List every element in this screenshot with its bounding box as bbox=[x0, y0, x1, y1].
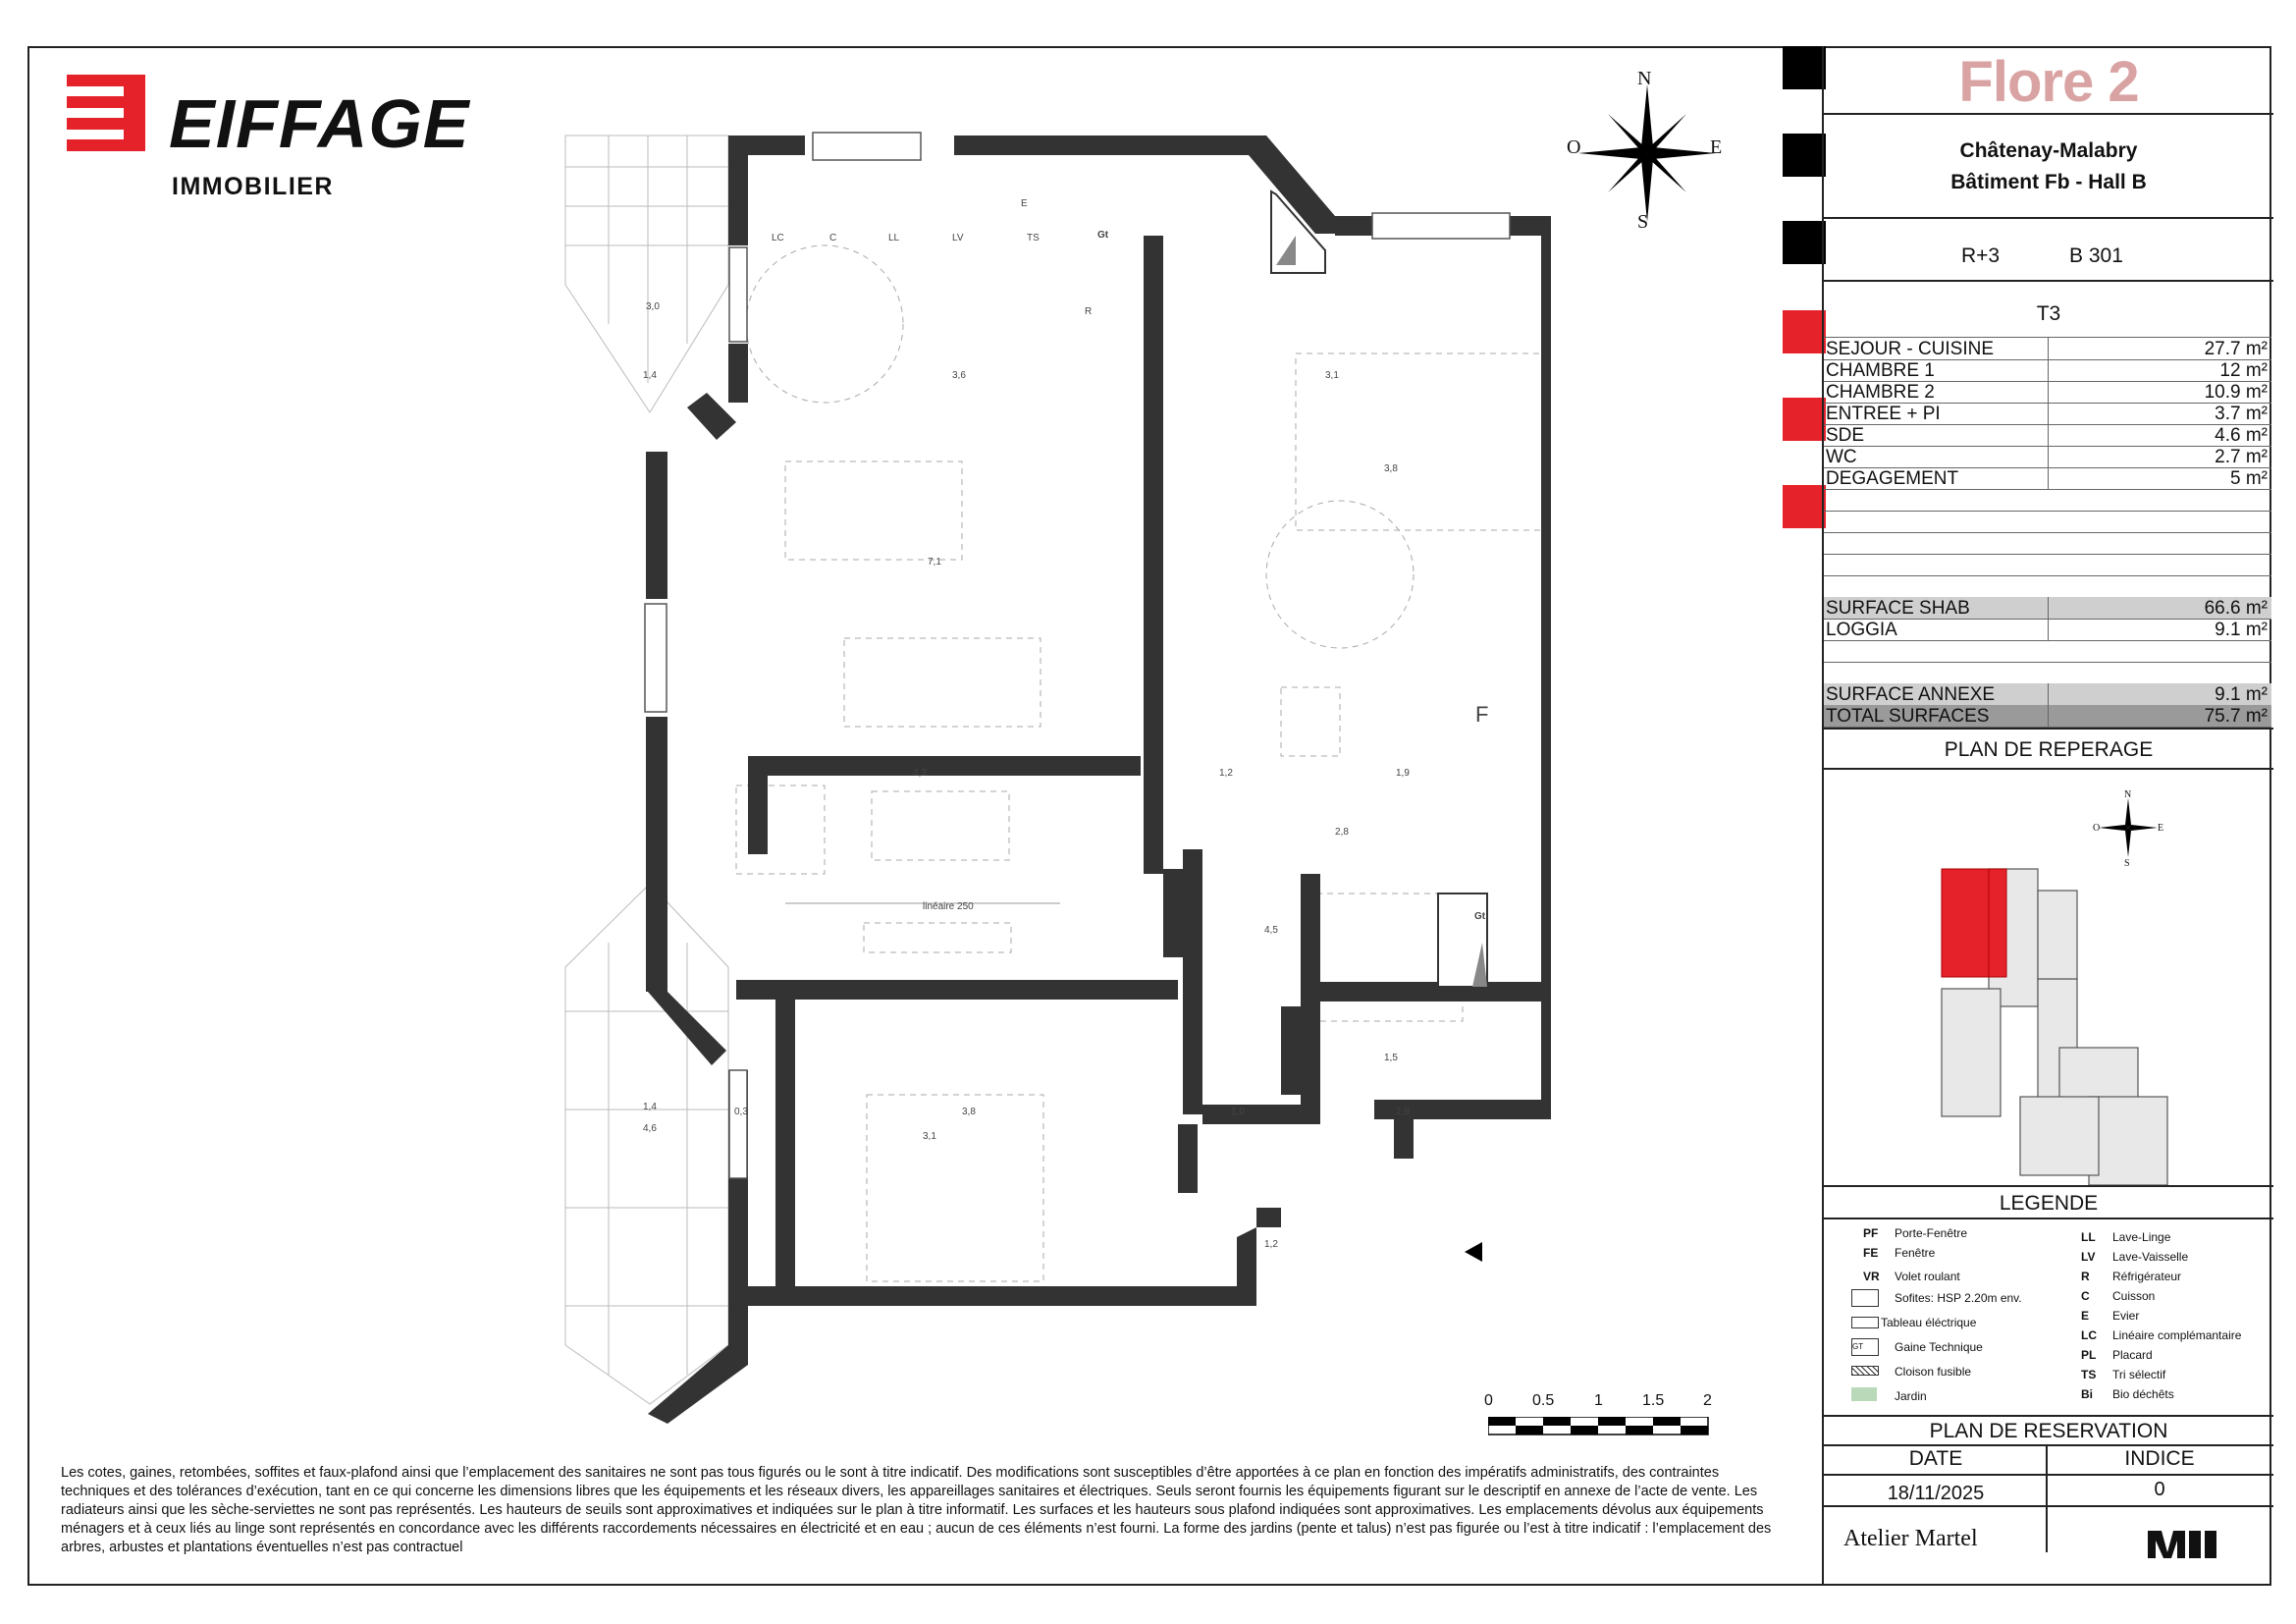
dim-3: 3,1 bbox=[1325, 370, 1339, 381]
project-city: Châtenay-Malabry bbox=[1959, 139, 2138, 162]
surfaces-table bbox=[1824, 337, 2271, 727]
legend-label: Tableau éléctrique bbox=[1881, 1316, 1977, 1329]
reservation-date: 18/11/2025 bbox=[1887, 1483, 1985, 1504]
plan-label-gt1: Gt bbox=[1097, 230, 1109, 241]
legend-code: C bbox=[2081, 1289, 2090, 1303]
scale-bar bbox=[1488, 1417, 1714, 1438]
dim-19: 1,2 bbox=[1264, 1239, 1278, 1250]
scale-tick-3: 1.5 bbox=[1642, 1392, 1665, 1409]
legend-label: Cuisson bbox=[2112, 1289, 2156, 1303]
plan-label-gt2: Gt bbox=[1474, 911, 1486, 922]
plan-label-e: E bbox=[1021, 198, 1028, 209]
plan-label-ll: LL bbox=[888, 233, 900, 244]
reservation-date-label: DATE bbox=[1908, 1447, 1963, 1470]
reservation-indice: 0 bbox=[2154, 1479, 2165, 1500]
legend-label: Sofites: HSP 2.20m env. bbox=[1895, 1291, 2022, 1305]
plan-label-lv: LV bbox=[952, 233, 964, 244]
compass-small-n: N bbox=[2124, 789, 2132, 800]
legend-code: LL bbox=[2081, 1230, 2096, 1244]
legend-code: R bbox=[2081, 1270, 2090, 1283]
legend-code: LC bbox=[2081, 1328, 2097, 1342]
edge-mark-red bbox=[1783, 310, 1826, 353]
project-lot: B 301 bbox=[2069, 244, 2123, 267]
architect-name: Atelier Martel bbox=[1843, 1526, 1978, 1551]
legend-label: Fenêtre bbox=[1895, 1246, 1936, 1260]
legend-label: Volet roulant bbox=[1895, 1270, 1960, 1283]
dim-15: 3,1 bbox=[923, 1131, 936, 1142]
surface-row-loggia: LOGGIA 9.1 m² bbox=[1824, 619, 2271, 641]
plan-label-r: R bbox=[1085, 306, 1093, 317]
dim-16: 1,0 bbox=[1231, 1107, 1245, 1117]
legend-label: Cloison fusible bbox=[1895, 1365, 1972, 1379]
jardin-swatch-icon bbox=[1851, 1387, 1877, 1401]
edge-mark-red bbox=[1783, 398, 1826, 441]
floor-plan bbox=[550, 128, 1551, 1424]
surface-row-total: TOTAL SURFACES 75.7 m² bbox=[1824, 705, 2271, 728]
surface-row: CHAMBRE 2 10.9 m² bbox=[1824, 381, 2271, 404]
plan-label-c: C bbox=[829, 233, 837, 244]
scale-tick-0: 0 bbox=[1484, 1392, 1493, 1409]
dim-4: 3,8 bbox=[1384, 463, 1398, 474]
surface-row-empty bbox=[1824, 640, 2271, 663]
plan-label-lc: LC bbox=[772, 233, 784, 244]
project-building: Bâtiment Fb - Hall B bbox=[1950, 171, 2147, 193]
legend-code: PF bbox=[1863, 1226, 1879, 1240]
project-type: T3 bbox=[2036, 302, 2061, 325]
legend-label: Gaine Technique bbox=[1895, 1340, 1983, 1354]
dim-12: 4,6 bbox=[643, 1123, 657, 1134]
edge-mark bbox=[1783, 46, 1826, 89]
reservation-indice-label: INDICE bbox=[2124, 1447, 2195, 1470]
compass-small-o: O bbox=[2093, 823, 2101, 834]
eiffage-logo-mark bbox=[67, 75, 147, 151]
legend-label: Porte-Fenêtre bbox=[1895, 1226, 1968, 1240]
surface-row-empty bbox=[1824, 511, 2271, 533]
plan-label-f: F bbox=[1475, 702, 1489, 727]
surface-row: DEGAGEMENT 5 m² bbox=[1824, 467, 2271, 490]
dim-11: 1,4 bbox=[643, 1102, 657, 1112]
brand-subtitle: IMMOBILIER bbox=[172, 173, 334, 200]
dim-0: 3,0 bbox=[646, 301, 660, 312]
surface-row-empty bbox=[1824, 575, 2271, 598]
compass-s: S bbox=[1637, 211, 1649, 233]
title-block bbox=[1822, 46, 2271, 1586]
legend-label: Linéaire complémantaire bbox=[2112, 1328, 2242, 1342]
reperage-title: PLAN DE REPERAGE bbox=[1944, 738, 2154, 761]
cloison-fusible-icon bbox=[1851, 1366, 1879, 1376]
surface-row-annexe: SURFACE ANNEXE 9.1 m² bbox=[1824, 683, 2271, 706]
legend-label: Evier bbox=[2112, 1309, 2140, 1323]
compass-n: N bbox=[1637, 68, 1652, 89]
plan-label-ts: TS bbox=[1027, 233, 1040, 244]
dim-5: 7,1 bbox=[928, 557, 941, 568]
legend-code: Bi bbox=[2081, 1387, 2093, 1401]
dim-17: 1,5 bbox=[1384, 1053, 1398, 1063]
surface-row-empty bbox=[1824, 554, 2271, 576]
soffite-swatch-icon bbox=[1851, 1289, 1879, 1307]
legend-label: Jardin bbox=[1895, 1389, 1927, 1403]
legend-code: FE bbox=[1863, 1246, 1879, 1260]
project-logo: Flore 2 bbox=[1958, 50, 2139, 114]
compass-o: O bbox=[1567, 136, 1581, 158]
compass-e: E bbox=[1710, 136, 1723, 158]
dim-10: 4,5 bbox=[1264, 925, 1278, 936]
electrical-panel-icon bbox=[1851, 1317, 1879, 1328]
plan-label-lineaire: linéaire 250 bbox=[923, 901, 974, 912]
compass-small-s: S bbox=[2124, 858, 2130, 869]
legend-label: Tri sélectif bbox=[2112, 1368, 2166, 1381]
legend-title: LEGENDE bbox=[1999, 1192, 2099, 1215]
surface-row-empty bbox=[1824, 489, 2271, 512]
scale-tick-4: 2 bbox=[1703, 1392, 1712, 1409]
surface-row: CHAMBRE 1 12 m² bbox=[1824, 359, 2271, 382]
legend-code: PL bbox=[2081, 1348, 2097, 1362]
surface-row: ENTREE + PI 3.7 m² bbox=[1824, 403, 2271, 425]
key-plan bbox=[1922, 851, 2177, 1185]
surface-row: WC 2.7 m² bbox=[1824, 446, 2271, 468]
surface-row-empty bbox=[1824, 532, 2271, 555]
legend-label: Bio déchêts bbox=[2112, 1387, 2174, 1401]
legend-label: Lave-Linge bbox=[2112, 1230, 2171, 1244]
edge-mark bbox=[1783, 221, 1826, 264]
disclaimer-text: Les cotes, gaines, retombées, soffites et faux-plafond ainsi que l’emplacement des sanitaires ne sont pas tous figurés ou le sont à titre indicatif. Des modifications sont susceptibles d’être apportées à ce plan en fonction des impératifs administratifs, des contraintes techniques et des tolérances d’exécution, tant en ce qui concerne les dimensions libres que les équipements et les réseaux divers, les appareillages sanitaires et électriques. Seuls seront fournis les équipements figurant sur le descriptif en annexe de l’acte de vente. Les radiateurs ainsi que les sèche-serviettes ne sont pas représentés. Les hauteurs de seuils sont approximatives et indiquées sur le plan à titre informatif. Les surfaces et les hauteurs sous plafond indiquées sont approximatives. Les emplacements dévolus aux équipements ménagers et à ceux liés au linge sont représentés en concordance avec les différents raccordements nécessaires en électricité et en eau ; aucun de ces éléments n’est fourni. La forme des jardins (pente et talus) n’est pas figurée ou l’est à titre indicatif : l’emplacement des arbres, arbustes et plantations éventuelles n’est pas contractuel bbox=[61, 1465, 1772, 1555]
legend-code: LV bbox=[2081, 1250, 2096, 1264]
surface-row: SEJOUR - CUISINE 27.7 m² bbox=[1824, 338, 2271, 360]
project-level: R+3 bbox=[1961, 244, 2001, 267]
dim-9: 2,8 bbox=[1335, 827, 1349, 838]
gaine-technique-icon: GT bbox=[1851, 1338, 1879, 1356]
dim-6: 4,3 bbox=[913, 768, 927, 779]
dim-8: 1,9 bbox=[1396, 768, 1410, 779]
legend-label: Lave-Vaisselle bbox=[2112, 1250, 2189, 1264]
scale-tick-2: 1 bbox=[1594, 1392, 1603, 1409]
dim-2: 3,6 bbox=[952, 370, 966, 381]
dim-1: 1,4 bbox=[643, 370, 657, 381]
architect-logo-icon bbox=[2146, 1527, 2234, 1562]
legend-code: VR bbox=[1863, 1270, 1880, 1283]
compass-small-e: E bbox=[2158, 823, 2164, 834]
edge-mark-red bbox=[1783, 485, 1826, 528]
legend-label: Placard bbox=[2112, 1348, 2153, 1362]
scale-tick-1: 0.5 bbox=[1532, 1392, 1555, 1409]
dim-13: 0,3 bbox=[734, 1107, 748, 1117]
brand-name: EIFFAGE bbox=[169, 85, 470, 162]
dim-18: 1,9 bbox=[1396, 1107, 1410, 1117]
legend-code: E bbox=[2081, 1309, 2090, 1323]
surface-row-shab: SURFACE SHAB 66.6 m² bbox=[1824, 597, 2271, 620]
legend-code: TS bbox=[2081, 1368, 2097, 1381]
dim-7: 1,2 bbox=[1219, 768, 1233, 779]
legend-label: Réfrigérateur bbox=[2112, 1270, 2182, 1283]
dim-14: 3,8 bbox=[962, 1107, 976, 1117]
edge-mark bbox=[1783, 134, 1826, 177]
surface-row: SDE 4.6 m² bbox=[1824, 424, 2271, 447]
reservation-title: PLAN DE RESERVATION bbox=[1929, 1420, 2168, 1442]
